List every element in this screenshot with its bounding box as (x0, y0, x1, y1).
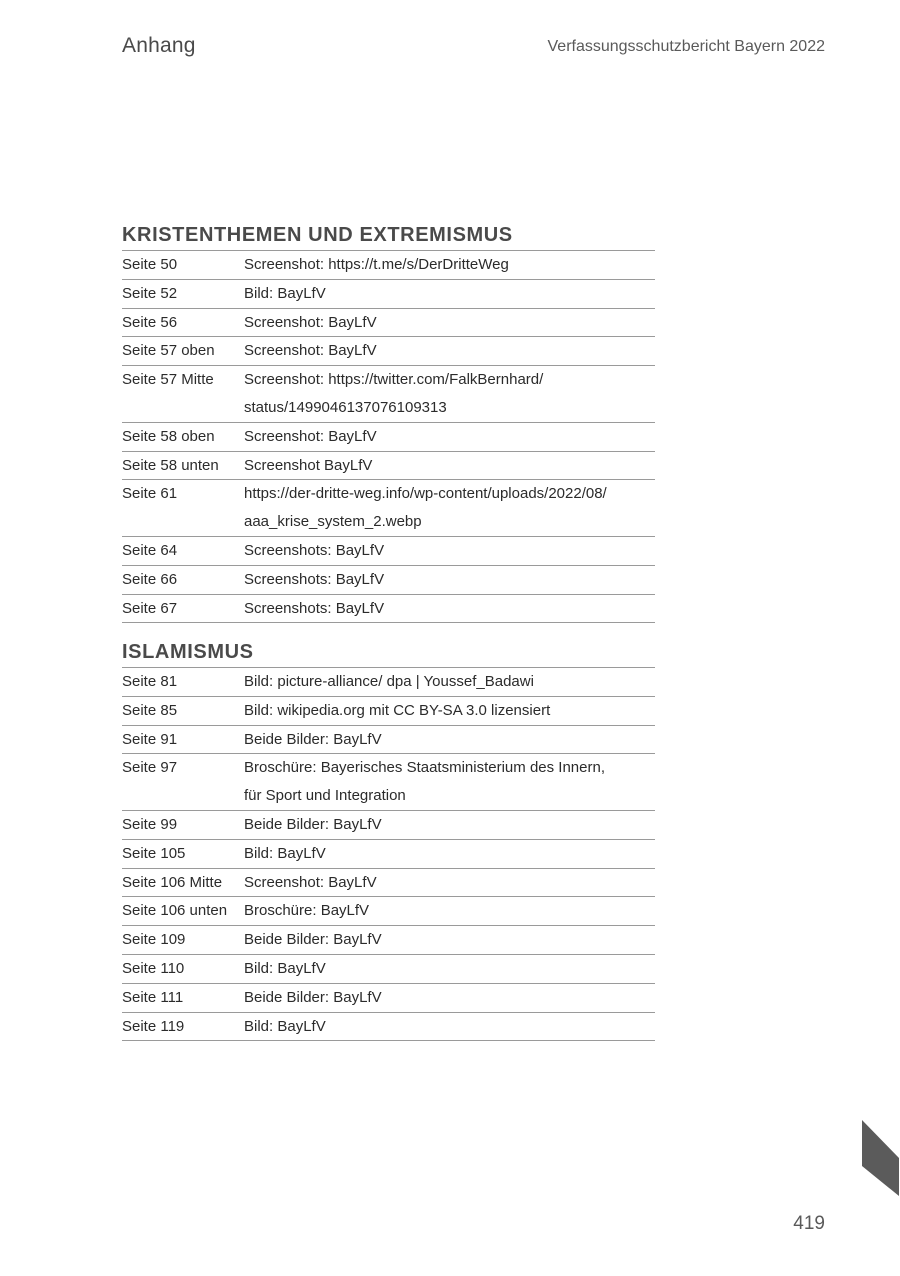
image-source: Screenshot: https://twitter.com/FalkBernhard/ status/1499046137076109313 (244, 371, 544, 416)
table-row (122, 754, 655, 811)
image-source: Screenshot: https://t.me/s/DerDritteWeg (244, 256, 509, 273)
chapter-tab-shape (862, 1120, 899, 1196)
table-row (122, 840, 655, 869)
table-row (122, 452, 655, 481)
image-source: Beide Bilder: BayLfV (244, 988, 382, 1006)
table-row (122, 280, 655, 309)
image-source: Screenshot: BayLfV (244, 342, 377, 360)
page-reference: Seite 99 (122, 815, 178, 833)
table-row (122, 566, 655, 595)
page-reference: Seite 66 (122, 570, 178, 588)
table-row (122, 537, 655, 566)
image-source: Broschüre: Bayerisches Staatsministerium des Innern, für Sport und Integration (244, 759, 605, 805)
image-source: Beide Bilder: BayLfV (244, 730, 382, 748)
image-source: https://der-dritte-weg.info/wp-content/uploads/2022/08/ aaa_krise_system_2.webp (244, 485, 607, 531)
image-source: Screenshot BayLfV (244, 456, 373, 474)
image-source: Bild: BayLfV (244, 284, 326, 302)
page-reference: Seite 111 (122, 988, 184, 1006)
page-reference: Seite 56 (122, 313, 178, 331)
page-reference: Seite 57 Mitte (122, 371, 214, 389)
page-reference: Seite 110 (122, 959, 185, 977)
image-source: Beide Bilder: BayLfV (244, 815, 382, 833)
chapter-title: Anhang (122, 34, 196, 57)
table-row (122, 668, 655, 697)
page-reference: Seite 58 oben (122, 427, 215, 445)
image-source: Screenshots: BayLfV (244, 599, 385, 617)
section-heading: ISLAMISMUS (122, 640, 655, 668)
page-reference: Seite 67 (122, 599, 178, 617)
page-reference: Seite 106 unten (122, 902, 228, 920)
publication-title: Verfassungsschutzbericht Bayern 2022 (547, 38, 825, 55)
section-krisenthemen (122, 223, 655, 623)
table-row (122, 897, 655, 926)
table-row (122, 984, 655, 1013)
page-reference: Seite 85 (122, 701, 178, 719)
section-heading: KRISTENTHEMEN UND EXTREMISMUS (122, 223, 655, 251)
image-source: Broschüre: BayLfV (244, 902, 370, 920)
page-reference: Seite 61 (122, 485, 178, 503)
page-reference: Seite 106 Mitte (122, 873, 223, 891)
page-reference: Seite 64 (122, 541, 178, 559)
image-source: Bild: picture-alliance/ dpa | Youssef_Badawi (244, 673, 534, 690)
page-reference: Seite 119 (122, 1017, 185, 1035)
image-source: Screenshots: BayLfV (244, 541, 385, 559)
chapter-tab-marker (862, 1120, 899, 1196)
image-source: Bild: BayLfV (244, 844, 326, 862)
image-source: Bild: BayLfV (244, 1017, 326, 1035)
credits-table (122, 251, 655, 623)
page-reference: Seite 91 (122, 730, 178, 748)
page-reference: Seite 109 (122, 931, 186, 949)
page-number: 419 (793, 1213, 825, 1234)
page-reference: Seite 58 unten (122, 456, 219, 474)
table-row (122, 480, 655, 537)
page-reference: Seite 97 (122, 759, 178, 777)
table-row (122, 697, 655, 726)
credits-table (122, 668, 655, 1041)
page-reference: Seite 57 oben (122, 342, 215, 360)
table-row (122, 869, 655, 898)
table-row (122, 423, 655, 452)
page-reference: Seite 105 (122, 844, 186, 862)
table-row (122, 309, 655, 338)
table-row (122, 726, 655, 755)
section-islamismus (122, 640, 655, 1041)
image-source: Bild: wikipedia.org mit CC BY-SA 3.0 lizensiert (244, 701, 551, 719)
page-reference: Seite 81 (122, 673, 178, 690)
table-row (122, 337, 655, 366)
page-reference: Seite 52 (122, 284, 178, 302)
table-row (122, 251, 655, 280)
table-row (122, 955, 655, 984)
table-row (122, 926, 655, 955)
page-reference: Seite 50 (122, 256, 178, 273)
image-source: Beide Bilder: BayLfV (244, 931, 382, 949)
image-source: Screenshot: BayLfV (244, 427, 377, 445)
image-source: Screenshot: BayLfV (244, 313, 377, 331)
table-row (122, 595, 655, 624)
table-row (122, 366, 655, 423)
image-source: Screenshots: BayLfV (244, 570, 385, 588)
table-row (122, 811, 655, 840)
image-source: Bild: BayLfV (244, 959, 326, 977)
table-row (122, 1013, 655, 1042)
image-source: Screenshot: BayLfV (244, 873, 377, 891)
